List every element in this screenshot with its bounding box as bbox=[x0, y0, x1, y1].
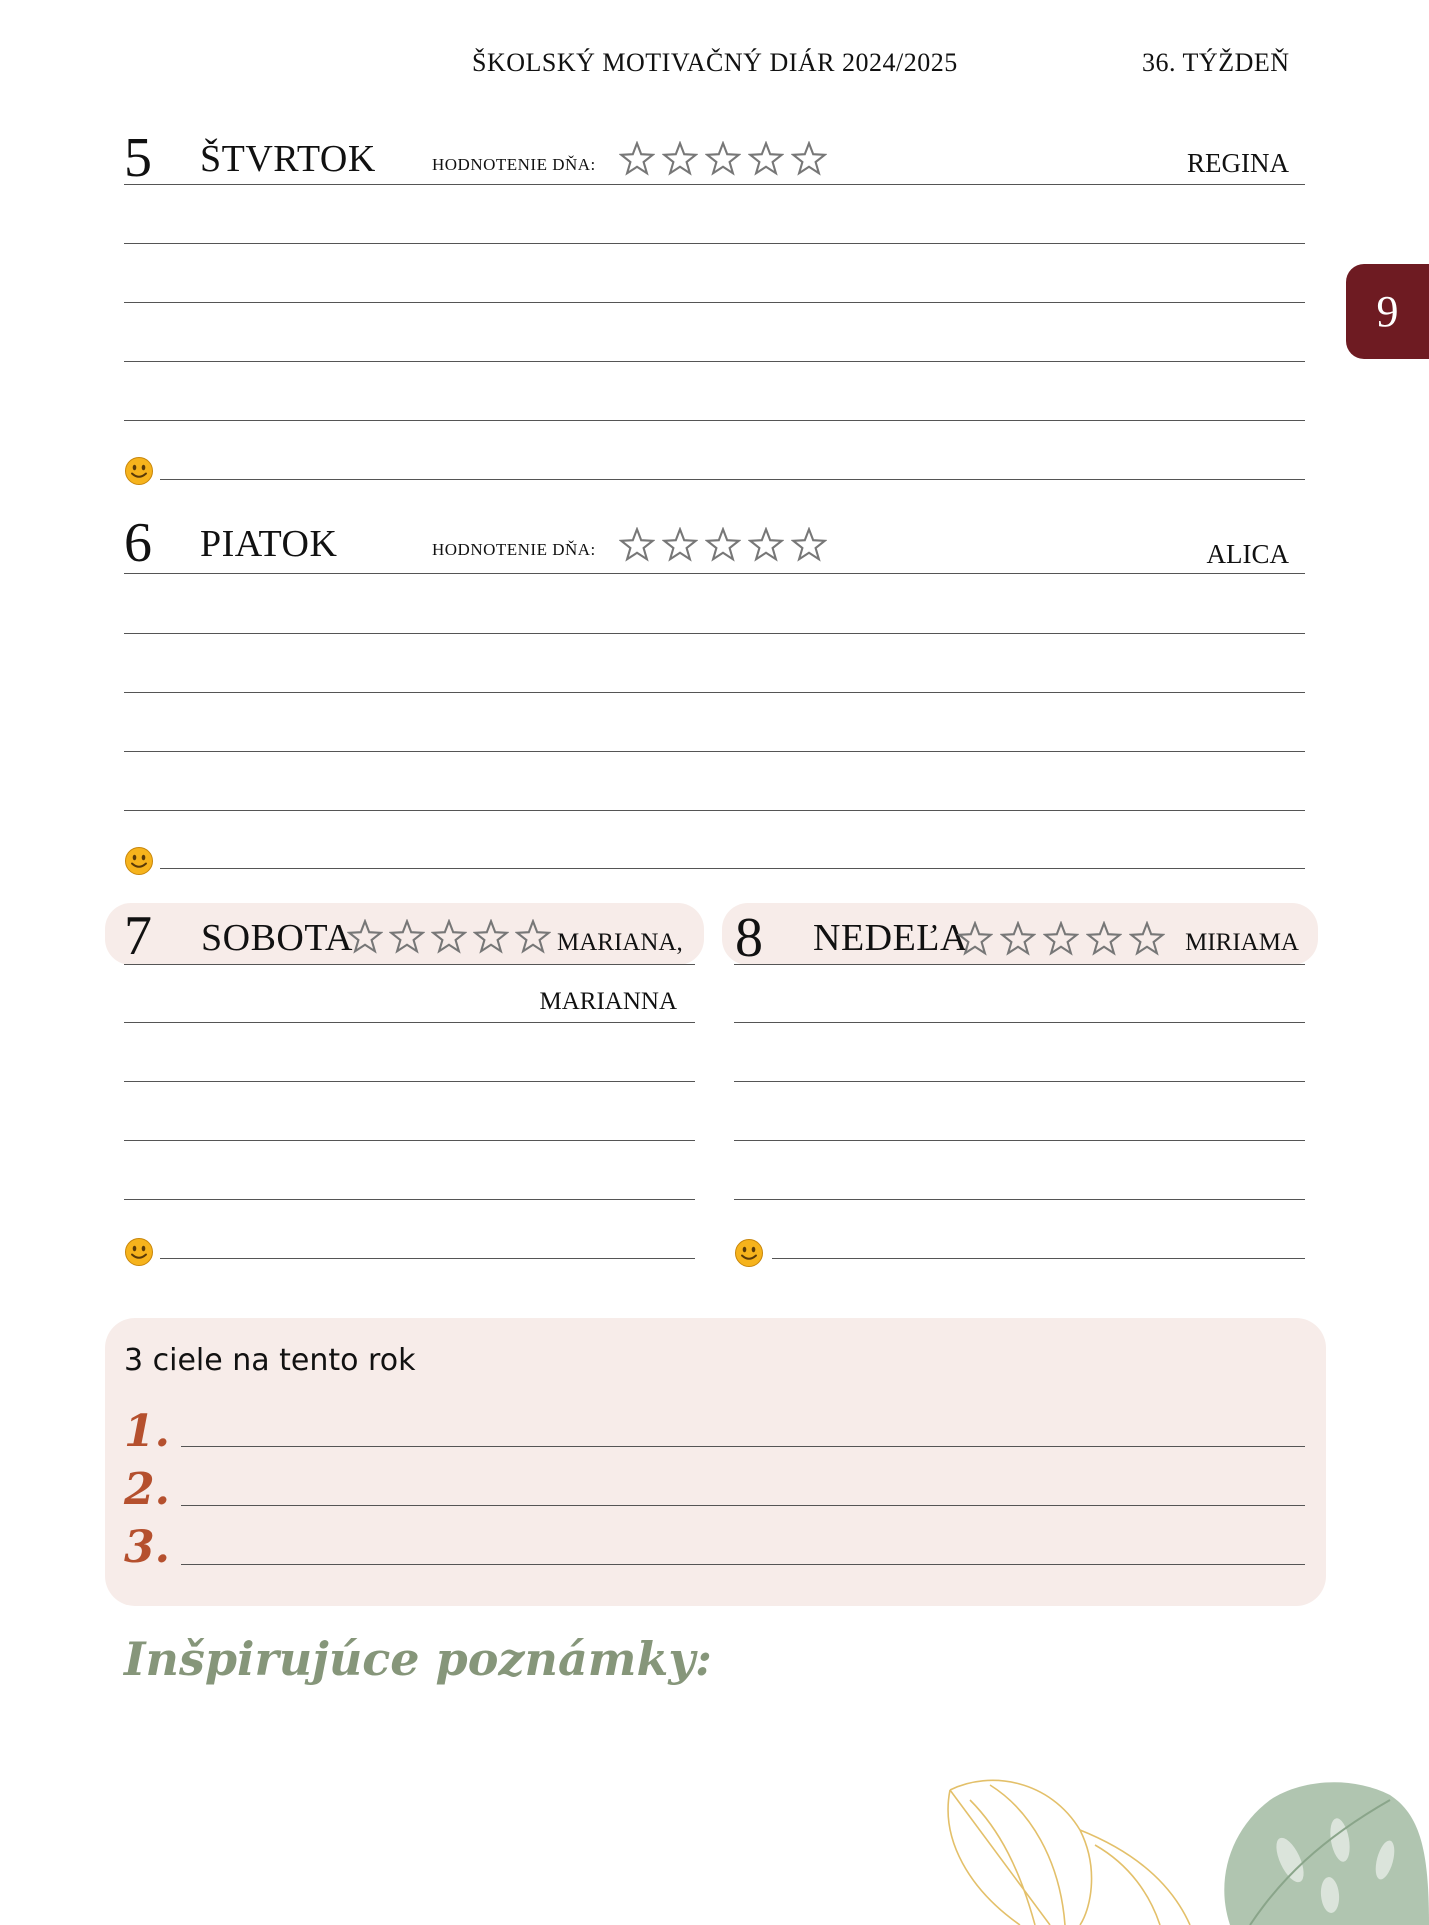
star-outline-icon[interactable] bbox=[957, 921, 993, 957]
writing-line[interactable] bbox=[124, 420, 1305, 421]
writing-line[interactable] bbox=[124, 751, 1305, 752]
star-outline-icon[interactable] bbox=[619, 141, 655, 177]
day-number: 8 bbox=[735, 907, 763, 969]
nameday: MIRIAMA bbox=[1185, 929, 1299, 956]
month-tab[interactable]: 9 bbox=[1346, 264, 1429, 359]
star-outline-icon[interactable] bbox=[473, 919, 509, 955]
smiley-icon bbox=[124, 456, 154, 486]
goals-title: 3 ciele na tento rok bbox=[124, 1343, 416, 1378]
goal-number: 3. bbox=[124, 1522, 170, 1573]
writing-line[interactable] bbox=[124, 361, 1305, 362]
rating-label: HODNOTENIE DŇA: bbox=[432, 540, 596, 559]
writing-line[interactable] bbox=[734, 1140, 1305, 1141]
week-label: 36. TÝŽDEŇ bbox=[1142, 48, 1290, 77]
star-outline-icon[interactable] bbox=[748, 527, 784, 563]
day-number: 5 bbox=[124, 127, 152, 189]
day-rating-stars[interactable] bbox=[619, 527, 827, 563]
goal-line[interactable] bbox=[181, 1446, 1305, 1447]
writing-line[interactable] bbox=[124, 1140, 695, 1141]
day-rating-stars[interactable] bbox=[347, 919, 551, 955]
star-outline-icon[interactable] bbox=[748, 141, 784, 177]
writing-line[interactable] bbox=[124, 633, 1305, 634]
nameday-continued: MARIANNA bbox=[539, 988, 677, 1015]
writing-line[interactable] bbox=[124, 1022, 695, 1023]
day-name: ŠTVRTOK bbox=[200, 138, 376, 180]
smiley-icon bbox=[124, 1237, 154, 1267]
goal-line[interactable] bbox=[181, 1505, 1305, 1506]
mood-line[interactable] bbox=[160, 868, 1305, 869]
goal-number: 1. bbox=[124, 1406, 170, 1457]
star-outline-icon[interactable] bbox=[662, 527, 698, 563]
smiley-icon bbox=[124, 846, 154, 876]
star-outline-icon[interactable] bbox=[705, 527, 741, 563]
writing-line[interactable] bbox=[124, 302, 1305, 303]
star-outline-icon[interactable] bbox=[1000, 921, 1036, 957]
day-header-rule bbox=[124, 573, 1305, 574]
smiley-icon bbox=[734, 1238, 764, 1268]
notes-title: Inšpirujúce poznámky: bbox=[124, 1632, 713, 1686]
mood-line[interactable] bbox=[160, 479, 1305, 480]
writing-line[interactable] bbox=[124, 243, 1305, 244]
writing-line[interactable] bbox=[734, 1081, 1305, 1082]
day-name: NEDEĽA bbox=[813, 917, 968, 959]
star-outline-icon[interactable] bbox=[791, 527, 827, 563]
star-outline-icon[interactable] bbox=[1129, 921, 1165, 957]
day-name: PIATOK bbox=[200, 523, 338, 565]
star-outline-icon[interactable] bbox=[431, 919, 467, 955]
writing-line[interactable] bbox=[734, 1022, 1305, 1023]
nameday: REGINA bbox=[1187, 148, 1289, 178]
star-outline-icon[interactable] bbox=[705, 141, 741, 177]
star-outline-icon[interactable] bbox=[662, 141, 698, 177]
star-outline-icon[interactable] bbox=[791, 141, 827, 177]
day-header-rule bbox=[734, 964, 1305, 965]
diary-title: ŠKOLSKÝ MOTIVAČNÝ DIÁR 2024/2025 bbox=[472, 48, 958, 77]
day-number: 6 bbox=[124, 512, 152, 574]
goal-number: 2. bbox=[124, 1464, 170, 1515]
star-outline-icon[interactable] bbox=[1043, 921, 1079, 957]
writing-line[interactable] bbox=[124, 1199, 695, 1200]
star-outline-icon[interactable] bbox=[1086, 921, 1122, 957]
writing-line[interactable] bbox=[734, 1199, 1305, 1200]
goal-line[interactable] bbox=[181, 1564, 1305, 1565]
star-outline-icon[interactable] bbox=[619, 527, 655, 563]
day-number: 7 bbox=[124, 905, 152, 967]
mood-line[interactable] bbox=[772, 1258, 1305, 1259]
writing-line[interactable] bbox=[124, 1081, 695, 1082]
day-rating-stars[interactable] bbox=[619, 141, 827, 177]
day-header-rule bbox=[124, 184, 1305, 185]
day-name: SOBOTA bbox=[201, 917, 353, 959]
star-outline-icon[interactable] bbox=[515, 919, 551, 955]
nameday: MARIANA, bbox=[557, 929, 683, 956]
star-outline-icon[interactable] bbox=[347, 919, 383, 955]
mood-line[interactable] bbox=[160, 1258, 695, 1259]
leaf-decoration bbox=[930, 1770, 1429, 1925]
star-outline-icon[interactable] bbox=[389, 919, 425, 955]
writing-line[interactable] bbox=[124, 692, 1305, 693]
rating-label: HODNOTENIE DŇA: bbox=[432, 155, 596, 174]
writing-line[interactable] bbox=[124, 810, 1305, 811]
day-header-rule bbox=[124, 964, 695, 965]
day-rating-stars[interactable] bbox=[957, 921, 1165, 957]
nameday: ALICA bbox=[1206, 539, 1289, 569]
